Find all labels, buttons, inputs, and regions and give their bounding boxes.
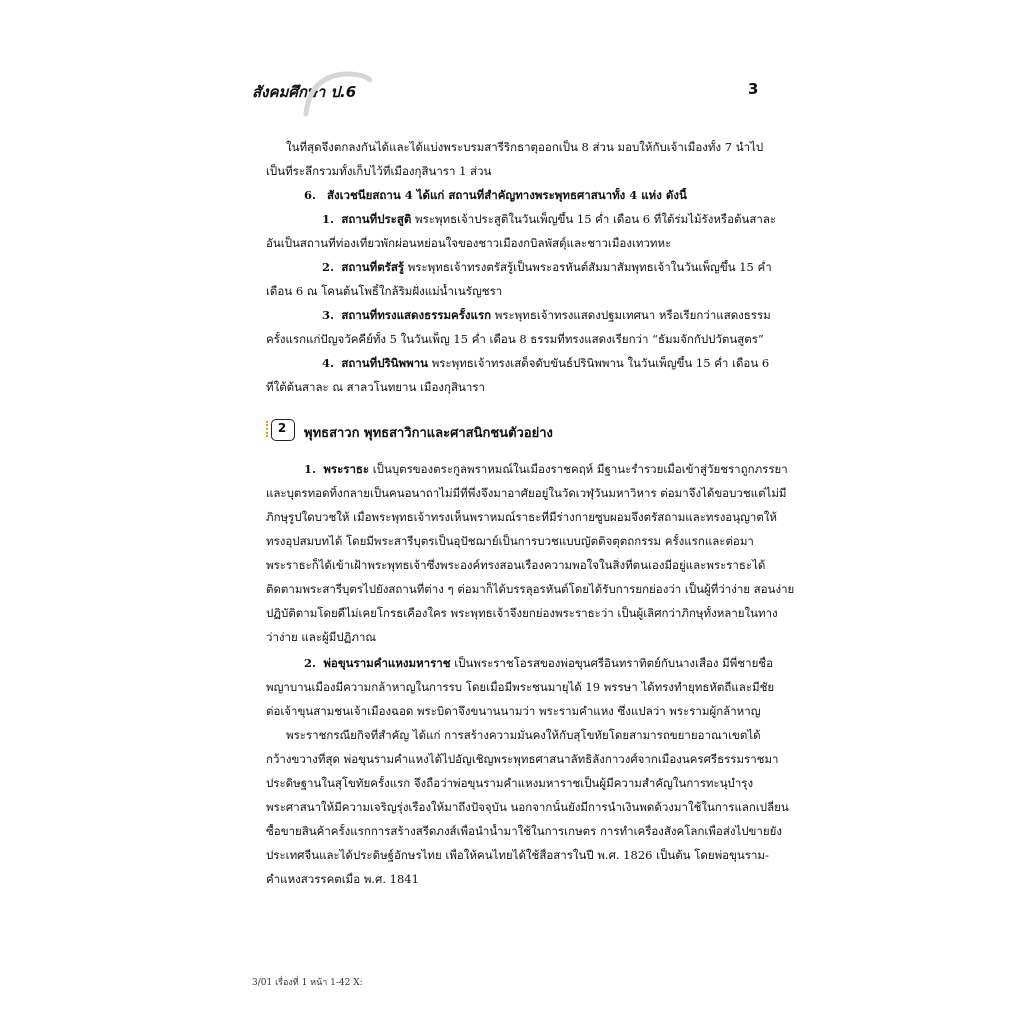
place-4-title: สถานที่ปรินิพพาน (341, 356, 429, 370)
section-number-badge (265, 418, 295, 440)
section-number: 2 (277, 421, 287, 435)
place-2-title: สถานที่ตรัสรู้ (341, 260, 405, 274)
intro-line-1: ในที่สุดจึงตกลงกันได้และได้แบ่งพระบรมสารีริกธาตุออกเป็น 8 ส่วน มอบให้กับเจ้าเมืองทั้ง 7 นำไป (286, 140, 764, 154)
person-2-line-3: ต่อเจ้าขุนสามชนเจ้าเมืองฉอด พระบิดาจึงขนานนามว่า พระรามคำแหง ซึ่งแปลว่า พระรามผู้กล้าหาญ (266, 704, 761, 718)
item6-number: 6. (304, 188, 317, 202)
person-1-line-7: ปฏิบัติตามโดยดีไม่เคยโกรธเคืองใคร พระพุทธเจ้าจึงยกย่องพระราธะว่า เป็นผู้เลิศกว่าภิกษุทั้งหลายในทาง (266, 606, 778, 620)
person-1-line-8: ว่าง่าย และผู้มีปฏิภาณ (266, 630, 377, 644)
person-2-para2-line-5: ซื้อขายสินค้าครั้งแรกการสร้างสรีดภงส์เพื่อนำน้ำมาใช้ในการเกษตร การทำเครื่องสังคโลกเพื่อส่งไปขายยัง (266, 824, 782, 838)
header-subject: สังคมศึกษา ป.6 (252, 83, 357, 101)
place-1-number: 1. (322, 212, 335, 226)
place-4-text: พระพุทธเจ้าทรงเสด็จดับขันธ์ปรินิพพาน ในวันเพ็ญขึ้น 15 ค่ำ เดือน 6 (431, 356, 770, 370)
place-2-line-1 (322, 260, 772, 274)
page-footer: 3/01 เรื่องที่ 1 หน้า 1-42 X: (252, 978, 363, 988)
place-4-number: 4. (322, 356, 335, 370)
place-1-text: พระพุทธเจ้าประสูติในวันเพ็ญขึ้น 15 ค่ำ เดือน 6 ที่ใต้ร่มไม้รังหรือต้นสาละ (415, 212, 777, 226)
person-1-name: พระราธะ (323, 462, 370, 476)
place-4-line-1 (322, 356, 769, 370)
person-1-text: เป็นบุตรของตระกูลพราหมณ์ในเมืองราชคฤห์ มีฐานะร่ำรวยเมื่อเข้าสู่วัยชราถูกภรรยา (372, 462, 788, 476)
place-3-line-1 (322, 308, 771, 322)
person-2-para2-line-6: ประเทศจีนและได้ประดิษฐ์อักษรไทย เพื่อให้คนไทยได้ใช้สื่อสารในปี พ.ศ. 1826 เป็นต้น โดยพ่อขุนราม- (266, 848, 769, 862)
person-1-number: 1. (304, 462, 317, 476)
item6-heading-text: สังเวชนียสถาน 4 ได้แก่ สถานที่สำคัญทางพระพุทธศาสนาทั้ง 4 แห่ง ดังนี้ (326, 188, 687, 202)
place-1-line-1 (322, 212, 776, 226)
person-1-line-4: ทรงอุปสมบทได้ โดยมีพระสารีบุตรเป็นอุปัชฌาย์เป็นการบวชแบบญัตติจตุตถกรรม ครั้งแรกและต่อมา (266, 534, 754, 548)
place-2-number: 2. (322, 260, 335, 274)
page-number: 3 (748, 80, 759, 98)
person-2-text: เป็นพระราชโอรสของพ่อขุนศรีอินทราทิตย์กับนางเสือง มีพี่ชายชื่อ (454, 656, 774, 670)
person-2-para2-line-1: พระราชกรณียกิจที่สำคัญ ได้แก่ การสร้างความมั่นคงให้กับสุโขทัยโดยสามารถขยายอาณาเขตได้ (286, 728, 761, 742)
place-3-text: พระพุทธเจ้าทรงแสดงปฐมเทศนา หรือเรียกว่าแสดงธรรม (494, 308, 771, 322)
person-1-line-5: พระราธะก็ได้เข้าเฝ้าพระพุทธเจ้าซึ่งพระองค์ทรงสอนเรื่องความพอใจในสิ่งที่ตนเองมีอยู่และพระราธะได้ (266, 558, 766, 572)
place-4-line-2: ที่ใต้ต้นสาละ ณ สาลวโนทยาน เมืองกุสินารา (266, 380, 485, 394)
header-decoration-icon (300, 70, 372, 118)
person-2-number: 2. (304, 656, 317, 670)
person-1-line-1 (304, 462, 788, 476)
intro-line-2: เป็นที่ระลึกรวมทั้งเก็บไว้ที่เมืองกุสินารา 1 ส่วน (266, 164, 492, 178)
person-1-line-3: ภิกษุรูปใดบวชให้ เมื่อพระพุทธเจ้าทรงเห็นพราหมณ์ราธะที่มีร่างกายซูบผอมจึงตรัสถามและทรงอนุญาตให้ (266, 510, 777, 524)
place-1-line-2: อันเป็นสถานที่ท่องเที่ยวพักผ่อนหย่อนใจของชาวเมืองกบิลพัสดุ์และชาวเมืองเทวทหะ (266, 236, 672, 250)
person-2-name: พ่อขุนรามคำแหงมหาราช (323, 656, 451, 670)
person-2-para2-line-7: คำแหงสวรรคตเมื่อ พ.ศ. 1841 (266, 872, 419, 886)
person-1-line-2: และบุตรทอดทิ้งกลายเป็นคนอนาถาไม่มีที่พึ่งจึงมาอาศัยอยู่ในวัดเวฬุวันมหาวิหาร ต่อมาจึงได้ขอบวชแต่ไม่มี (266, 486, 787, 500)
section-title: พุทธสาวก พุทธสาวิกาและศาสนิกชนตัวอย่าง (304, 426, 553, 441)
place-1-title: สถานที่ประสูติ (341, 212, 412, 226)
person-2-para2-line-3: ประดิษฐานในสุโขทัยครั้งแรก จึงถือว่าพ่อขุนรามคำแหงมหาราชเป็นผู้มีความสำคัญในการทะนุบำรุง (266, 776, 754, 790)
place-3-number: 3. (322, 308, 335, 322)
place-3-line-2: ครั้งแรกแก่ปัญจวัคคีย์ทั้ง 5 ในวันเพ็ญ 15 ค่ำ เดือน 8 ธรรมที่ทรงแสดงเรียกว่า “ธัมมจักกัปปวัตนสูตร” (266, 332, 764, 346)
person-2-para2-line-4: พระศาสนาให้มีความเจริญรุ่งเรืองให้มาถึงปัจจุบัน นอกจากนั้นยังมีการนำเงินพดด้วงมาใช้ในการแลกเปลี่ยน (266, 800, 789, 814)
place-2-text: พระพุทธเจ้าทรงตรัสรู้เป็นพระอรหันต์สัมมาสัมพุทธเจ้าในวันเพ็ญขึ้น 15 ค่ำ (407, 260, 772, 274)
person-1-line-6: ติดตามพระสารีบุตรไปยังสถานที่ต่าง ๆ ต่อมาก็ได้บรรลุอรหันต์โดยได้รับการยกย่องว่า เป็นผู้ที่ว่าง่าย สอนง่าย (266, 582, 795, 596)
item6-heading (304, 188, 687, 202)
person-2-para2-line-2: กว้างขวางที่สุด พ่อขุนรามคำแหงได้ไปอัญเชิญพระพุทธศาสนาลัทธิลังกาวงศ์จากเมืองนครศรีธรรมราชมา (266, 752, 779, 766)
place-2-line-2: เดือน 6 ณ โคนต้นโพธิ์ใกล้ริมฝั่งแม่น้ำเนรัญชรา (266, 284, 503, 298)
place-3-title: สถานที่ทรงแสดงธรรมครั้งแรก (341, 308, 492, 322)
person-2-line-2: พญาบานเมืองมีความกล้าหาญในการรบ โดยเมื่อมีพระชนมายุได้ 19 พรรษา ได้ทรงทำยุทธหัตถีและมีชัย (266, 680, 775, 694)
person-2-line-1 (304, 656, 773, 670)
